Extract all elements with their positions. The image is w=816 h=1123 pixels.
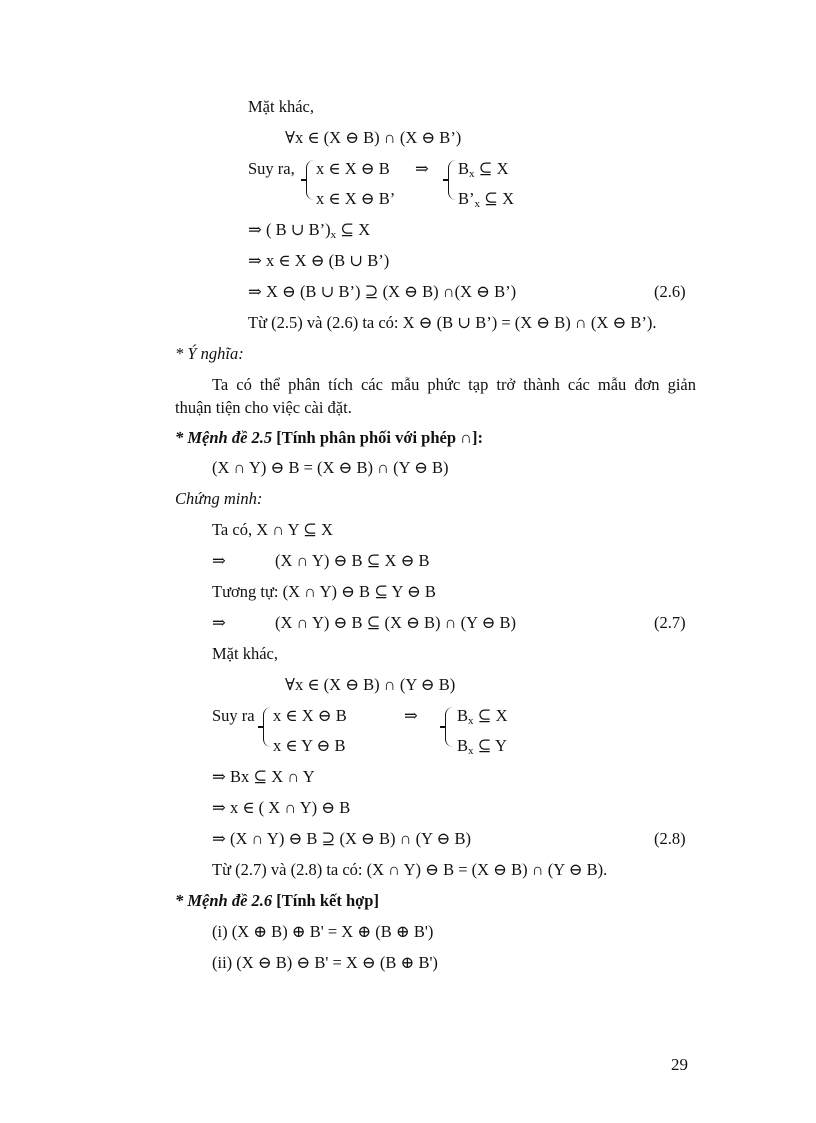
mat-khac-line: Mặt khác, [248, 97, 314, 116]
right-brace-icon [445, 707, 455, 747]
result-line: $B_x$ ⊆ Y [457, 736, 507, 757]
proposition-formula: (X ∩ Y) ⊖ B = (X ⊖ B) ∩ (Y ⊖ B) [212, 458, 449, 477]
mat-khac-line: Mặt khác, [212, 644, 278, 663]
proof-line: (X ∩ Y) ⊖ B ⊆ X ⊖ B [275, 551, 430, 570]
implies-arrow: ⇒ [415, 159, 429, 178]
derivation-line: ⇒ Bx ⊆ X ∩ Y [212, 767, 315, 786]
meaning-paragraph: Ta có thể phân tích các mẫu phức tạp trở thành các mẫu đơn giản [212, 375, 696, 394]
derivation-line: ⇒ X ⊖ (B ∪ B’) ⊇ (X ⊖ B) ∩(X ⊖ B’) [248, 282, 517, 301]
suy-ra-label: Suy ra, [248, 159, 295, 178]
proposition-formula: (i) (X ⊕ B) ⊕ B' = X ⊕ (B ⊕ B') [212, 922, 434, 941]
equation-number: (2.7) [654, 613, 686, 632]
condition-line: x ∈ X ⊖ B [273, 706, 347, 725]
derivation-line: ⇒ (X ∩ Y) ⊖ B ⊇ (X ⊖ B) ∩ (Y ⊖ B) [212, 829, 472, 848]
forall-line: ∀x ∈ (X ⊖ B) ∩ (Y ⊖ B) [285, 675, 456, 694]
implies-arrow: ⇒ [212, 613, 226, 632]
proof-line: Ta có, X ∩ Y ⊆ X [212, 520, 333, 539]
proof-heading: Chứng minh: [175, 489, 263, 508]
derivation-line: ⇒ x ∈ X ⊖ (B ∪ B’) [248, 251, 390, 270]
proof-line: (X ∩ Y) ⊖ B ⊆ (X ⊖ B) ∩ (Y ⊖ B) [275, 613, 517, 632]
result-line: $B_x$ ⊆ X [458, 159, 509, 180]
meaning-paragraph: thuận tiện cho việc cài đặt. [175, 398, 352, 417]
left-brace-icon [306, 160, 316, 200]
derivation-line: ⇒ x ∈ ( X ∩ Y) ⊖ B [212, 798, 351, 817]
page-number: 29 [671, 1055, 688, 1074]
conclusion-line: Từ (2.7) và (2.8) ta có: (X ∩ Y) ⊖ B = (X ⊖ B) ∩ (Y ⊖ B). [212, 860, 608, 879]
meaning-heading: * Ý nghĩa: [175, 344, 244, 363]
proposition-formula: (ii) (X ⊖ B) ⊖ B' = X ⊖ (B ⊕ B') [212, 953, 438, 972]
result-line: $B’_x$ ⊆ X [458, 189, 514, 210]
equation-number: (2.6) [654, 282, 686, 301]
proposition-heading: * Mệnh đề 2.6 [Tính kết hợp] [175, 891, 379, 910]
condition-line: x ∈ X ⊖ B’ [316, 189, 396, 208]
conclusion-line: Từ (2.5) và (2.6) ta có: X ⊖ (B ∪ B’) = (X ⊖ B) ∩ (X ⊖ B’). [248, 313, 657, 332]
left-brace-icon [263, 707, 273, 747]
condition-line: x ∈ X ⊖ B [316, 159, 390, 178]
result-line: $B_x$ ⊆ X [457, 706, 508, 727]
condition-line: x ∈ Y ⊖ B [273, 736, 346, 755]
equation-number: (2.8) [654, 829, 686, 848]
suy-ra-label: Suy ra [212, 706, 255, 725]
implies-arrow: ⇒ [212, 551, 226, 570]
forall-line: ∀x ∈ (X ⊖ B) ∩ (X ⊖ B’) [285, 128, 462, 147]
proof-line: Tương tự: (X ∩ Y) ⊖ B ⊆ Y ⊖ B [212, 582, 436, 601]
right-brace-icon [448, 160, 458, 200]
proposition-heading: * Mệnh đề 2.5 [Tính phân phối với phép ∩]: [175, 428, 483, 447]
implies-arrow: ⇒ [404, 706, 418, 725]
derivation-line: ⇒ ( B ∪ $B’)_x$ ⊆ X [248, 220, 371, 241]
